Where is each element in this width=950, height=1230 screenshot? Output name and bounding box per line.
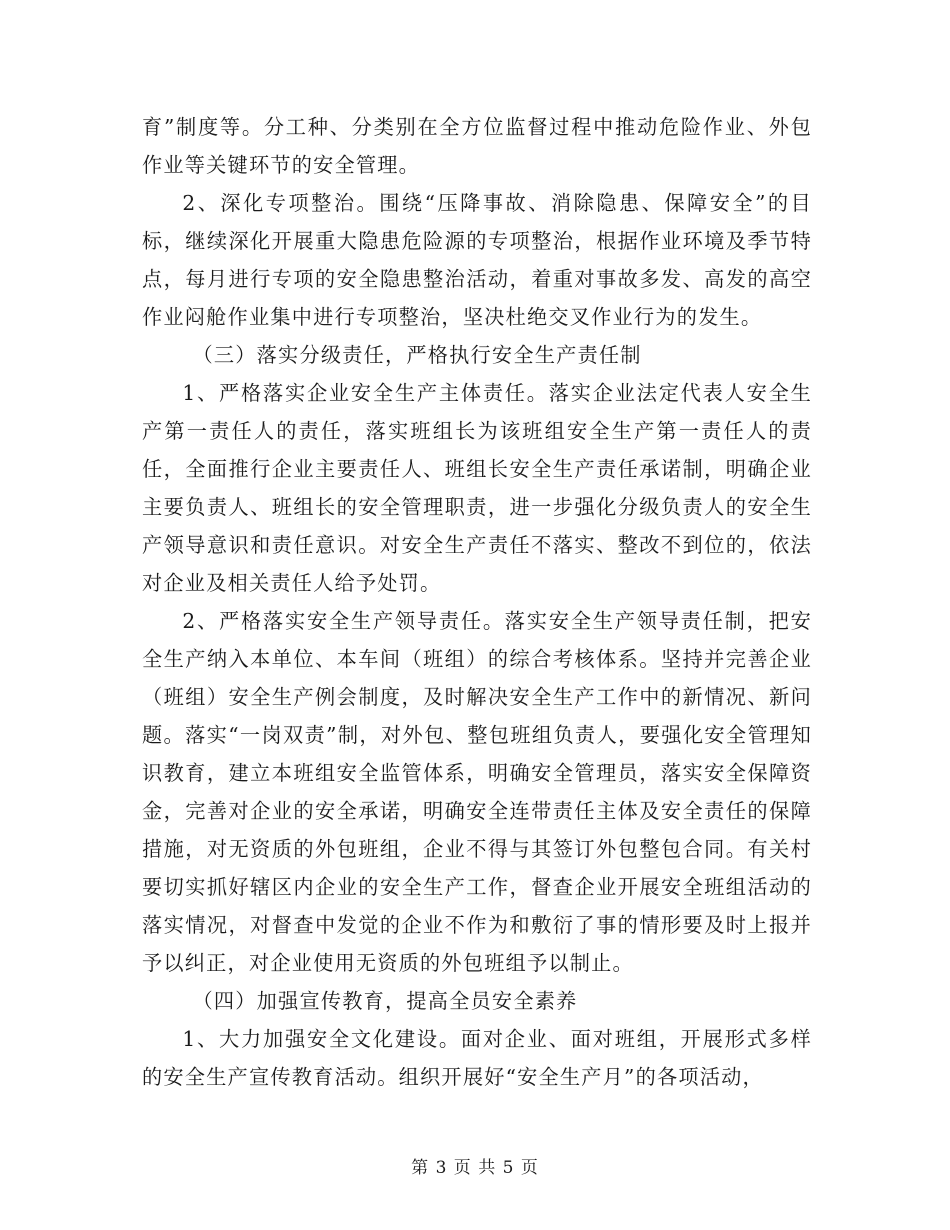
paragraph-continuation: 育”制度等。分工种、分类别在全方位监督过程中推动危险作业、外包作业等关键环节的安全管理。 [142,115,812,177]
section-heading-3: （三）落实分级责任，严格执行安全生产责任制 [192,343,642,367]
document-body [142,108,812,1096]
paragraph-item-2-leadership-responsibility: 2、严格落实安全生产领导责任。落实安全生产领导责任制，把安全生产纳入本单位、本车间（班组）的综合考核体系。坚持并完善企业（班组）安全生产例会制度，及时解决安全生产工作中的新情况、新问题。落实“一岗双责”制，对外包、整包班组负责人，要强化安全管理知识教育，建立本班组安全监管体系，明确安全管理员，落实安全保障资金，完善对企业的安全承诺，明确安全连带责任主体及安全责任的保障措施，对无资质的外包班组，企业不得与其签订外包整包合同。有关村要切实抓好辖区内企业的安全生产工作，督查企业开展安全班组活动的落实情况，对督查中发觉的企业不作为和敷衍了事的情形要及时上报并予以纠正，对企业使用无资质的外包班组予以制止。 [142,609,812,975]
paragraph-item-1-main-responsibility: 1、严格落实企业安全生产主体责任。落实企业法定代表人安全生产第一责任人的责任，落实班组长为该班组安全生产第一责任人的责任，全面推行企业主要责任人、班组长安全生产责任承诺制，明确企业主要负责人、班组长的安全管理职责，进一步强化分级负责人的安全生产领导意识和责任意识。对安全生产责任不落实、整改不到位的，依法对企业及相关责任人给予处罚。 [142,381,812,595]
page-footer: 第 3 页 共 5 页 [411,1158,539,1178]
paragraph-item-1-safety-culture: 1、大力加强安全文化建设。面对企业、面对班组，开展形式多样的安全生产宣传教育活动。组织开展好“安全生产月”的各项活动， [142,1027,812,1089]
paragraph-item-2-special-rectification: 2、深化专项整治。围绕“压降事故、消除隐患、保障安全”的目标，继续深化开展重大隐患危险源的专项整治，根据作业环境及季节特点，每月进行专项的安全隐患整治活动，着重对事故多发、高发的高空作业闷舱作业集中进行专项整治，坚决杜绝交叉作业行为的发生。 [142,191,812,329]
section-heading-4: （四）加强宣传教育，提高全员安全素养 [192,989,578,1013]
